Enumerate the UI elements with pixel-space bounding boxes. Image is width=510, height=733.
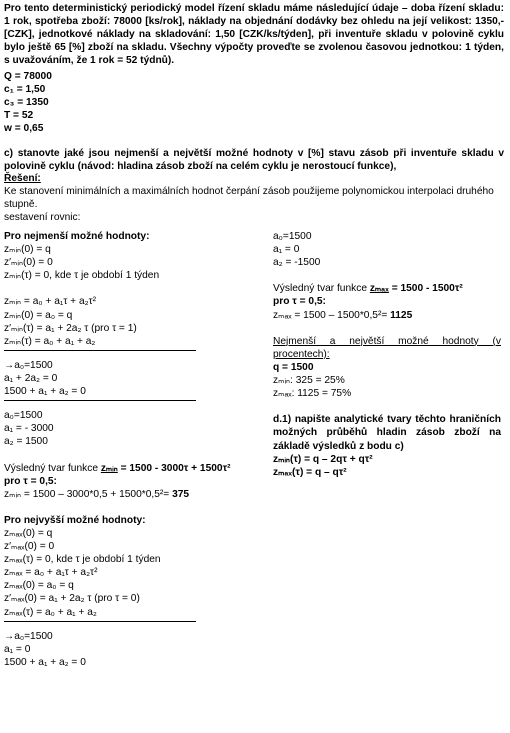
divider: [4, 350, 196, 351]
variable-w: w = 0,65: [4, 123, 44, 135]
d1-max-formula: zₘₐₓ(τ) = q – qτ²: [273, 466, 347, 478]
max-line: zₘₐₓ(0) = q: [4, 527, 53, 539]
max-line: zₘₐₓ(τ) = 0, kde τ je období 1 týden: [4, 554, 161, 566]
d1-min-formula: zₘᵢₙ(τ) = q – 2qτ + qτ²: [273, 453, 373, 465]
intro-text: Pro tento deterministický periodický model řízení skladu máme následující údaje – doba řízení skladu: 1 rok, spotřeba zboží: 78000 [ks/rok], náklady na objednání dodávky bez ohledu na její velikost: 1350,- [CZK], jednotkové náklady na skladování: 1,50 [CZK/ks/týden], při inventuře skladu v polovině cyklu bylo ještě 65 [%] zboží na skladu. Všechny výpočty proveďte se zvolenou časovou jednotkou: 1 týden, s uvažováním, že 1 rok = 52 týdnů).: [4, 3, 504, 67]
solution-system: sestavení rovnic:: [4, 212, 81, 224]
divider: [4, 400, 196, 401]
max-system-line: 1500 + a₁ + a₂ = 0: [4, 656, 86, 668]
max-line: z′ₘₐₓ(0) = 0: [4, 541, 55, 553]
min-line: z′ₘᵢₙ(0) = 0: [4, 257, 53, 269]
variable-c3: c₃ = 1350: [4, 97, 49, 109]
divider: [4, 621, 196, 622]
min-title: Pro nejmenší možné hodnoty:: [4, 231, 150, 242]
min-result-line: a₂ = 1500: [4, 436, 48, 448]
max-result-line: a₁ = 0: [273, 244, 300, 256]
max-result-function: Výsledný tvar funkce zₘₐₓ = 1500 - 1500τ²: [273, 283, 463, 295]
variable-c1: c₁ = 1,50: [4, 84, 46, 96]
variable-t: T = 52: [4, 110, 34, 122]
min-line: zₘᵢₙ(0) = q: [4, 244, 51, 256]
min-result-line: a₁ = - 3000: [4, 423, 54, 435]
max-line: z′ₘₐₓ(0) = a₁ + 2a₂ τ (pro τ = 0): [4, 593, 140, 605]
variables-list: [4, 70, 52, 135]
task-d1: d.1) napište analytické tvary těchto hraničních možných průběhů hladin zásob zboží na základě výsledků z bodu c): [273, 414, 501, 452]
task-c: c) stanovte jaké jsou nejmenší a největší možné hodnoty v [%] stavu zásob při inventuře skladu v polovině cyklu (návod: hladina zásob zboží na celém cyklu je nerostoucí funkce),: [4, 148, 504, 173]
variable-q: Q = 78000: [4, 71, 52, 82]
min-poly-line: zₘᵢₙ = a₀ + a₁τ + a₂τ²: [4, 296, 96, 308]
max-calculation: zₘₐₓ = 1500 – 1500*0,5²= 1125: [273, 309, 413, 321]
max-for-tau: pro τ = 0,5:: [273, 296, 326, 308]
max-title: Pro nejvyšší možné hodnoty:: [4, 514, 146, 526]
min-system-line: a₁ + 2a₂ = 0: [4, 372, 58, 384]
min-poly-line: z′ₘᵢₙ(τ) = a₁ + 2a₂ τ (pro τ = 1): [4, 322, 137, 334]
percent-max: zₘₐₓ: 1125 = 75%: [273, 388, 352, 400]
max-line: zₘₐₓ(τ) = a₀ + a₁ + a₂: [4, 606, 97, 618]
min-system-line: 1500 + a₁ + a₂ = 0: [4, 386, 86, 398]
right-column: [273, 230, 505, 479]
solution-text: Ke stanovení minimálních a maximálních hodnot čerpání zásob použijeme polynomickou interpolaci druhého stupně.: [4, 186, 494, 211]
intro-paragraph: [4, 2, 504, 67]
left-column: [4, 230, 266, 669]
percent-min: zₘᵢₙ: 325 = 25%: [273, 375, 345, 387]
solution-intro: [4, 172, 504, 224]
min-for-tau: pro τ = 0,5:: [4, 475, 57, 487]
max-system-line: a₁ = 0: [4, 643, 31, 655]
min-result-line: a₀=1500: [4, 410, 43, 422]
max-line: zₘₐₓ = a₀ + a₁τ + a₂τ²: [4, 567, 98, 579]
min-poly-line: zₘᵢₙ(τ) = a₀ + a₁ + a₂: [4, 335, 96, 347]
max-system-line: →a₀=1500: [4, 630, 53, 642]
min-system-line: →a₀=1500: [4, 359, 53, 371]
max-result-line: a₀=1500: [273, 231, 312, 242]
min-poly-line: zₘᵢₙ(0) = a₀ = q: [4, 309, 73, 321]
min-line: zₘᵢₙ(τ) = 0, kde τ je období 1 týden: [4, 270, 160, 282]
q-value: q = 1500: [273, 361, 314, 373]
range-title: Nejmenší a největší možné hodnoty (v procentech):: [273, 335, 501, 360]
solution-heading: Řešení:: [4, 173, 41, 184]
max-line: zₘₐₓ(0) = a₀ = q: [4, 580, 74, 592]
min-calculation: zₘᵢₙ = 1500 – 3000*0,5 + 1500*0,5²= 375: [4, 488, 190, 500]
min-result-function: Výsledný tvar funkce zₘᵢₙ = 1500 - 3000τ + 1500τ²: [4, 462, 231, 474]
max-result-line: a₂ = -1500: [273, 257, 321, 269]
